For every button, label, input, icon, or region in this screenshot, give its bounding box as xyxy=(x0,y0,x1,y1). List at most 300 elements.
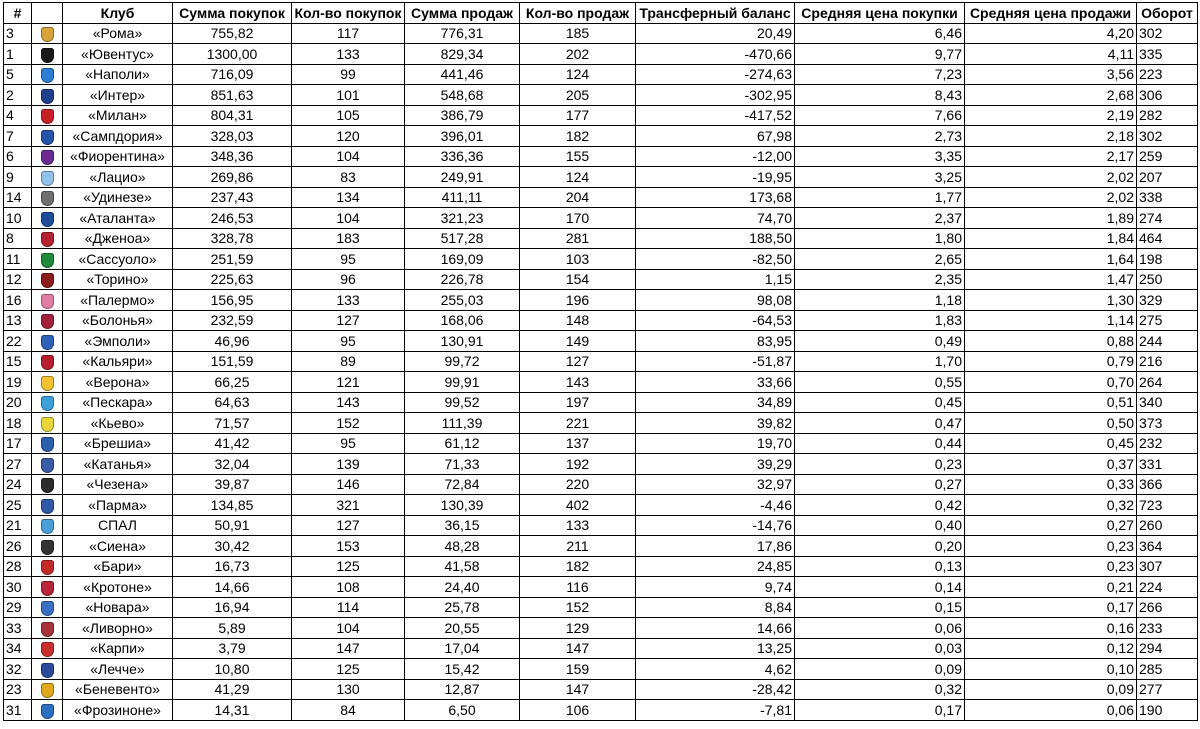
buy-sum-cell: 237,43 xyxy=(173,187,292,208)
balance-cell: -51,87 xyxy=(636,351,795,372)
rank-cell: 28 xyxy=(4,556,32,577)
rank-cell: 13 xyxy=(4,310,32,331)
turnover-cell: 302 xyxy=(1137,23,1198,44)
sell-count-cell: 170 xyxy=(520,208,636,229)
table-row xyxy=(4,556,1198,577)
header-sell-count: Кол-во продаж xyxy=(520,3,636,24)
rank-cell: 7 xyxy=(4,126,32,147)
club-cell: «Сиена» xyxy=(63,536,173,557)
buy-sum-cell: 16,94 xyxy=(173,597,292,618)
turnover-cell: 302 xyxy=(1137,126,1198,147)
sell-count-cell: 205 xyxy=(520,85,636,106)
header-row xyxy=(4,3,1198,24)
logo-cell xyxy=(32,85,63,106)
avg-buy-cell: 0,17 xyxy=(795,700,965,721)
buy-count-cell: 183 xyxy=(292,228,405,249)
table-row xyxy=(4,372,1198,393)
balance-cell: 14,66 xyxy=(636,618,795,639)
balance-cell: 34,89 xyxy=(636,392,795,413)
sell-sum-cell: 130,39 xyxy=(405,495,520,516)
rank-cell: 29 xyxy=(4,597,32,618)
buy-sum-cell: 1300,00 xyxy=(173,44,292,65)
avg-buy-cell: 0,15 xyxy=(795,597,965,618)
balance-cell: -417,52 xyxy=(636,105,795,126)
club-cell: «Фрозиноне» xyxy=(63,700,173,721)
buy-count-cell: 134 xyxy=(292,187,405,208)
sampdoria-crest-icon xyxy=(41,130,54,145)
club-cell: «Бари» xyxy=(63,556,173,577)
sell-sum-cell: 48,28 xyxy=(405,536,520,557)
buy-count-cell: 117 xyxy=(292,23,405,44)
turnover-cell: 259 xyxy=(1137,146,1198,167)
sell-sum-cell: 548,68 xyxy=(405,85,520,106)
buy-sum-cell: 71,57 xyxy=(173,413,292,434)
header-buy-sum: Сумма покупок xyxy=(173,3,292,24)
turnover-cell: 294 xyxy=(1137,638,1198,659)
rank-cell: 10 xyxy=(4,208,32,229)
table-row xyxy=(4,679,1198,700)
avg-sell-cell: 1,89 xyxy=(965,208,1137,229)
rank-cell: 9 xyxy=(4,167,32,188)
buy-count-cell: 84 xyxy=(292,700,405,721)
sell-count-cell: 152 xyxy=(520,597,636,618)
sell-count-cell: 124 xyxy=(520,64,636,85)
rank-cell: 20 xyxy=(4,392,32,413)
header-buy-count: Кол-во покупок xyxy=(292,3,405,24)
sell-sum-cell: 61,12 xyxy=(405,433,520,454)
parma-crest-icon xyxy=(41,499,54,514)
club-cell: «Ювентус» xyxy=(63,44,173,65)
rank-cell: 17 xyxy=(4,433,32,454)
avg-buy-cell: 7,23 xyxy=(795,64,965,85)
transfer-table-container xyxy=(3,2,1198,721)
avg-buy-cell: 6,46 xyxy=(795,23,965,44)
buy-sum-cell: 16,73 xyxy=(173,556,292,577)
logo-cell xyxy=(32,536,63,557)
turnover-cell: 723 xyxy=(1137,495,1198,516)
buy-count-cell: 146 xyxy=(292,474,405,495)
club-cell: «Фиорентина» xyxy=(63,146,173,167)
turnover-cell: 364 xyxy=(1137,536,1198,557)
table-row xyxy=(4,331,1198,352)
rank-cell: 2 xyxy=(4,85,32,106)
table-row xyxy=(4,228,1198,249)
club-cell: «Новара» xyxy=(63,597,173,618)
balance-cell: 20,49 xyxy=(636,23,795,44)
avg-buy-cell: 0,45 xyxy=(795,392,965,413)
buy-sum-cell: 39,87 xyxy=(173,474,292,495)
rank-cell: 33 xyxy=(4,618,32,639)
rank-cell: 14 xyxy=(4,187,32,208)
club-cell: «Парма» xyxy=(63,495,173,516)
club-cell: «Кротоне» xyxy=(63,577,173,598)
rank-cell: 22 xyxy=(4,331,32,352)
avg-sell-cell: 2,17 xyxy=(965,146,1137,167)
avg-sell-cell: 0,45 xyxy=(965,433,1137,454)
rank-cell: 11 xyxy=(4,249,32,270)
benevento-crest-icon xyxy=(41,683,54,698)
rank-cell: 5 xyxy=(4,64,32,85)
avg-buy-cell: 1,77 xyxy=(795,187,965,208)
sell-count-cell: 281 xyxy=(520,228,636,249)
avg-buy-cell: 0,14 xyxy=(795,577,965,598)
rank-cell: 1 xyxy=(4,44,32,65)
avg-sell-cell: 0,79 xyxy=(965,351,1137,372)
buy-count-cell: 127 xyxy=(292,515,405,536)
turnover-cell: 275 xyxy=(1137,310,1198,331)
turnover-cell: 307 xyxy=(1137,556,1198,577)
avg-sell-cell: 2,18 xyxy=(965,126,1137,147)
sell-sum-cell: 255,03 xyxy=(405,290,520,311)
cagliari-crest-icon xyxy=(41,355,54,370)
buy-sum-cell: 716,09 xyxy=(173,64,292,85)
table-row xyxy=(4,659,1198,680)
turnover-cell: 335 xyxy=(1137,44,1198,65)
header-sell-sum: Сумма продаж xyxy=(405,3,520,24)
turnover-cell: 198 xyxy=(1137,249,1198,270)
avg-buy-cell: 1,80 xyxy=(795,228,965,249)
logo-cell xyxy=(32,433,63,454)
sell-sum-cell: 99,72 xyxy=(405,351,520,372)
buy-count-cell: 104 xyxy=(292,146,405,167)
avg-buy-cell: 0,47 xyxy=(795,413,965,434)
balance-cell: 9,74 xyxy=(636,577,795,598)
avg-sell-cell: 4,20 xyxy=(965,23,1137,44)
buy-sum-cell: 5,89 xyxy=(173,618,292,639)
sell-sum-cell: 169,09 xyxy=(405,249,520,270)
table-row xyxy=(4,454,1198,475)
balance-cell: -28,42 xyxy=(636,679,795,700)
napoli-crest-icon xyxy=(41,68,54,83)
header-avg-sell: Средняя цена продажи xyxy=(965,3,1137,24)
logo-cell xyxy=(32,413,63,434)
buy-count-cell: 143 xyxy=(292,392,405,413)
logo-cell xyxy=(32,269,63,290)
udinese-crest-icon xyxy=(41,191,54,206)
sell-count-cell: 204 xyxy=(520,187,636,208)
sell-count-cell: 202 xyxy=(520,44,636,65)
buy-sum-cell: 41,29 xyxy=(173,679,292,700)
turnover-cell: 266 xyxy=(1137,597,1198,618)
sell-sum-cell: 36,15 xyxy=(405,515,520,536)
balance-cell: 32,97 xyxy=(636,474,795,495)
bologna-crest-icon xyxy=(41,314,54,329)
avg-buy-cell: 0,23 xyxy=(795,454,965,475)
club-cell: «Лечче» xyxy=(63,659,173,680)
logo-cell xyxy=(32,167,63,188)
logo-cell xyxy=(32,208,63,229)
club-cell: «Беневенто» xyxy=(63,679,173,700)
rank-cell: 8 xyxy=(4,228,32,249)
club-cell: «Аталанта» xyxy=(63,208,173,229)
sell-sum-cell: 99,91 xyxy=(405,372,520,393)
avg-buy-cell: 0,49 xyxy=(795,331,965,352)
buy-count-cell: 99 xyxy=(292,64,405,85)
logo-cell xyxy=(32,44,63,65)
balance-cell: 19,70 xyxy=(636,433,795,454)
club-cell: «Пескара» xyxy=(63,392,173,413)
turnover-cell: 373 xyxy=(1137,413,1198,434)
header-balance: Трансферный баланс xyxy=(636,3,795,24)
sell-count-cell: 196 xyxy=(520,290,636,311)
sell-sum-cell: 24,40 xyxy=(405,577,520,598)
turnover-cell: 232 xyxy=(1137,433,1198,454)
sell-sum-cell: 12,87 xyxy=(405,679,520,700)
chievo-crest-icon xyxy=(41,417,54,432)
balance-cell: -7,81 xyxy=(636,700,795,721)
balance-cell: 39,82 xyxy=(636,413,795,434)
sell-count-cell: 137 xyxy=(520,433,636,454)
club-cell: «Дженоа» xyxy=(63,228,173,249)
club-cell: «Болонья» xyxy=(63,310,173,331)
avg-sell-cell: 3,56 xyxy=(965,64,1137,85)
turnover-cell: 216 xyxy=(1137,351,1198,372)
sell-sum-cell: 71,33 xyxy=(405,454,520,475)
avg-sell-cell: 0,37 xyxy=(965,454,1137,475)
logo-cell xyxy=(32,351,63,372)
header-rank: # xyxy=(4,3,32,24)
logo-cell xyxy=(32,618,63,639)
sell-sum-cell: 517,28 xyxy=(405,228,520,249)
sell-sum-cell: 411,11 xyxy=(405,187,520,208)
avg-buy-cell: 9,77 xyxy=(795,44,965,65)
turnover-cell: 331 xyxy=(1137,454,1198,475)
sell-sum-cell: 441,46 xyxy=(405,64,520,85)
avg-sell-cell: 1,30 xyxy=(965,290,1137,311)
balance-cell: -302,95 xyxy=(636,85,795,106)
buy-sum-cell: 3,79 xyxy=(173,638,292,659)
avg-sell-cell: 0,23 xyxy=(965,536,1137,557)
logo-cell xyxy=(32,126,63,147)
buy-count-cell: 104 xyxy=(292,618,405,639)
turnover-cell: 464 xyxy=(1137,228,1198,249)
balance-cell: -470,66 xyxy=(636,44,795,65)
logo-cell xyxy=(32,146,63,167)
avg-buy-cell: 2,37 xyxy=(795,208,965,229)
buy-count-cell: 130 xyxy=(292,679,405,700)
avg-buy-cell: 1,18 xyxy=(795,290,965,311)
table-row xyxy=(4,351,1198,372)
sell-count-cell: 124 xyxy=(520,167,636,188)
balance-cell: -19,95 xyxy=(636,167,795,188)
logo-cell xyxy=(32,577,63,598)
brescia-crest-icon xyxy=(41,437,54,452)
avg-sell-cell: 0,09 xyxy=(965,679,1137,700)
balance-cell: -4,46 xyxy=(636,495,795,516)
table-row xyxy=(4,700,1198,721)
buy-sum-cell: 156,95 xyxy=(173,290,292,311)
sell-count-cell: 155 xyxy=(520,146,636,167)
avg-sell-cell: 4,11 xyxy=(965,44,1137,65)
rank-cell: 15 xyxy=(4,351,32,372)
balance-cell: -274,63 xyxy=(636,64,795,85)
avg-sell-cell: 1,84 xyxy=(965,228,1137,249)
club-cell: «Милан» xyxy=(63,105,173,126)
balance-cell: 74,70 xyxy=(636,208,795,229)
turnover-cell: 285 xyxy=(1137,659,1198,680)
sell-count-cell: 116 xyxy=(520,577,636,598)
sell-count-cell: 402 xyxy=(520,495,636,516)
balance-cell: 39,29 xyxy=(636,454,795,475)
buy-sum-cell: 41,42 xyxy=(173,433,292,454)
logo-cell xyxy=(32,372,63,393)
buy-count-cell: 121 xyxy=(292,372,405,393)
avg-sell-cell: 0,23 xyxy=(965,556,1137,577)
table-row xyxy=(4,126,1198,147)
avg-buy-cell: 0,42 xyxy=(795,495,965,516)
avg-sell-cell: 0,50 xyxy=(965,413,1137,434)
rank-cell: 19 xyxy=(4,372,32,393)
avg-sell-cell: 0,17 xyxy=(965,597,1137,618)
table-row xyxy=(4,167,1198,188)
club-cell: «Кьево» xyxy=(63,413,173,434)
club-cell: «Рома» xyxy=(63,23,173,44)
club-cell: «Палермо» xyxy=(63,290,173,311)
avg-buy-cell: 3,35 xyxy=(795,146,965,167)
buy-sum-cell: 251,59 xyxy=(173,249,292,270)
siena-crest-icon xyxy=(41,540,54,555)
header-avg-buy: Средняя цена покупки xyxy=(795,3,965,24)
sell-count-cell: 177 xyxy=(520,105,636,126)
table-row xyxy=(4,433,1198,454)
club-cell: «Катанья» xyxy=(63,454,173,475)
rank-cell: 34 xyxy=(4,638,32,659)
buy-count-cell: 120 xyxy=(292,126,405,147)
buy-sum-cell: 151,59 xyxy=(173,351,292,372)
avg-sell-cell: 1,14 xyxy=(965,310,1137,331)
buy-sum-cell: 30,42 xyxy=(173,536,292,557)
rank-cell: 21 xyxy=(4,515,32,536)
club-cell: «Чезена» xyxy=(63,474,173,495)
club-cell: «Торино» xyxy=(63,269,173,290)
buy-sum-cell: 851,63 xyxy=(173,85,292,106)
rank-cell: 26 xyxy=(4,536,32,557)
avg-buy-cell: 7,66 xyxy=(795,105,965,126)
sell-sum-cell: 226,78 xyxy=(405,269,520,290)
buy-count-cell: 125 xyxy=(292,659,405,680)
logo-cell xyxy=(32,454,63,475)
livorno-crest-icon xyxy=(41,622,54,637)
avg-buy-cell: 3,25 xyxy=(795,167,965,188)
sell-sum-cell: 15,42 xyxy=(405,659,520,680)
table-row xyxy=(4,392,1198,413)
turnover-cell: 274 xyxy=(1137,208,1198,229)
buy-count-cell: 95 xyxy=(292,433,405,454)
table-row xyxy=(4,638,1198,659)
balance-cell: 4,62 xyxy=(636,659,795,680)
table-row xyxy=(4,577,1198,598)
genoa-crest-icon xyxy=(41,232,54,247)
buy-sum-cell: 755,82 xyxy=(173,23,292,44)
avg-sell-cell: 0,12 xyxy=(965,638,1137,659)
buy-count-cell: 95 xyxy=(292,331,405,352)
logo-cell xyxy=(32,597,63,618)
balance-cell: 17,86 xyxy=(636,536,795,557)
sell-count-cell: 133 xyxy=(520,515,636,536)
logo-cell xyxy=(32,105,63,126)
buy-sum-cell: 348,36 xyxy=(173,146,292,167)
buy-count-cell: 147 xyxy=(292,638,405,659)
turnover-cell: 329 xyxy=(1137,290,1198,311)
table-row xyxy=(4,44,1198,65)
turnover-cell: 340 xyxy=(1137,392,1198,413)
buy-count-cell: 101 xyxy=(292,85,405,106)
buy-sum-cell: 134,85 xyxy=(173,495,292,516)
transfer-table xyxy=(3,2,1198,721)
turnover-cell: 190 xyxy=(1137,700,1198,721)
table-row xyxy=(4,290,1198,311)
buy-count-cell: 105 xyxy=(292,105,405,126)
table-row xyxy=(4,85,1198,106)
balance-cell: 188,50 xyxy=(636,228,795,249)
buy-count-cell: 133 xyxy=(292,290,405,311)
sell-sum-cell: 99,52 xyxy=(405,392,520,413)
cesena-crest-icon xyxy=(41,478,54,493)
buy-count-cell: 125 xyxy=(292,556,405,577)
balance-cell: 83,95 xyxy=(636,331,795,352)
balance-cell: 33,66 xyxy=(636,372,795,393)
logo-cell xyxy=(32,700,63,721)
club-cell: «Верона» xyxy=(63,372,173,393)
balance-cell: -12,00 xyxy=(636,146,795,167)
avg-buy-cell: 2,65 xyxy=(795,249,965,270)
novara-crest-icon xyxy=(41,601,54,616)
table-row xyxy=(4,249,1198,270)
buy-sum-cell: 66,25 xyxy=(173,372,292,393)
sell-sum-cell: 25,78 xyxy=(405,597,520,618)
buy-count-cell: 321 xyxy=(292,495,405,516)
sell-sum-cell: 386,79 xyxy=(405,105,520,126)
club-cell: «Сассуоло» xyxy=(63,249,173,270)
avg-buy-cell: 0,44 xyxy=(795,433,965,454)
rank-cell: 12 xyxy=(4,269,32,290)
sell-count-cell: 147 xyxy=(520,638,636,659)
sell-sum-cell: 72,84 xyxy=(405,474,520,495)
sell-sum-cell: 396,01 xyxy=(405,126,520,147)
buy-sum-cell: 246,53 xyxy=(173,208,292,229)
club-cell: «Карпи» xyxy=(63,638,173,659)
turnover-cell: 224 xyxy=(1137,577,1198,598)
club-cell: «Брешиа» xyxy=(63,433,173,454)
avg-buy-cell: 0,03 xyxy=(795,638,965,659)
juventus-crest-icon xyxy=(41,48,54,63)
logo-cell xyxy=(32,495,63,516)
table-row xyxy=(4,597,1198,618)
club-cell: «Кальяри» xyxy=(63,351,173,372)
avg-buy-cell: 1,70 xyxy=(795,351,965,372)
avg-sell-cell: 1,47 xyxy=(965,269,1137,290)
table-body xyxy=(4,23,1198,720)
rank-cell: 24 xyxy=(4,474,32,495)
logo-cell xyxy=(32,679,63,700)
sell-count-cell: 127 xyxy=(520,351,636,372)
club-cell: «Ливорно» xyxy=(63,618,173,639)
avg-buy-cell: 0,09 xyxy=(795,659,965,680)
empoli-crest-icon xyxy=(41,335,54,350)
logo-cell xyxy=(32,64,63,85)
table-row xyxy=(4,515,1198,536)
avg-buy-cell: 2,35 xyxy=(795,269,965,290)
verona-crest-icon xyxy=(41,376,54,391)
sell-count-cell: 182 xyxy=(520,556,636,577)
balance-cell: 98,08 xyxy=(636,290,795,311)
buy-count-cell: 96 xyxy=(292,269,405,290)
buy-count-cell: 104 xyxy=(292,208,405,229)
avg-sell-cell: 2,02 xyxy=(965,167,1137,188)
sell-count-cell: 159 xyxy=(520,659,636,680)
buy-count-cell: 108 xyxy=(292,577,405,598)
buy-sum-cell: 14,66 xyxy=(173,577,292,598)
